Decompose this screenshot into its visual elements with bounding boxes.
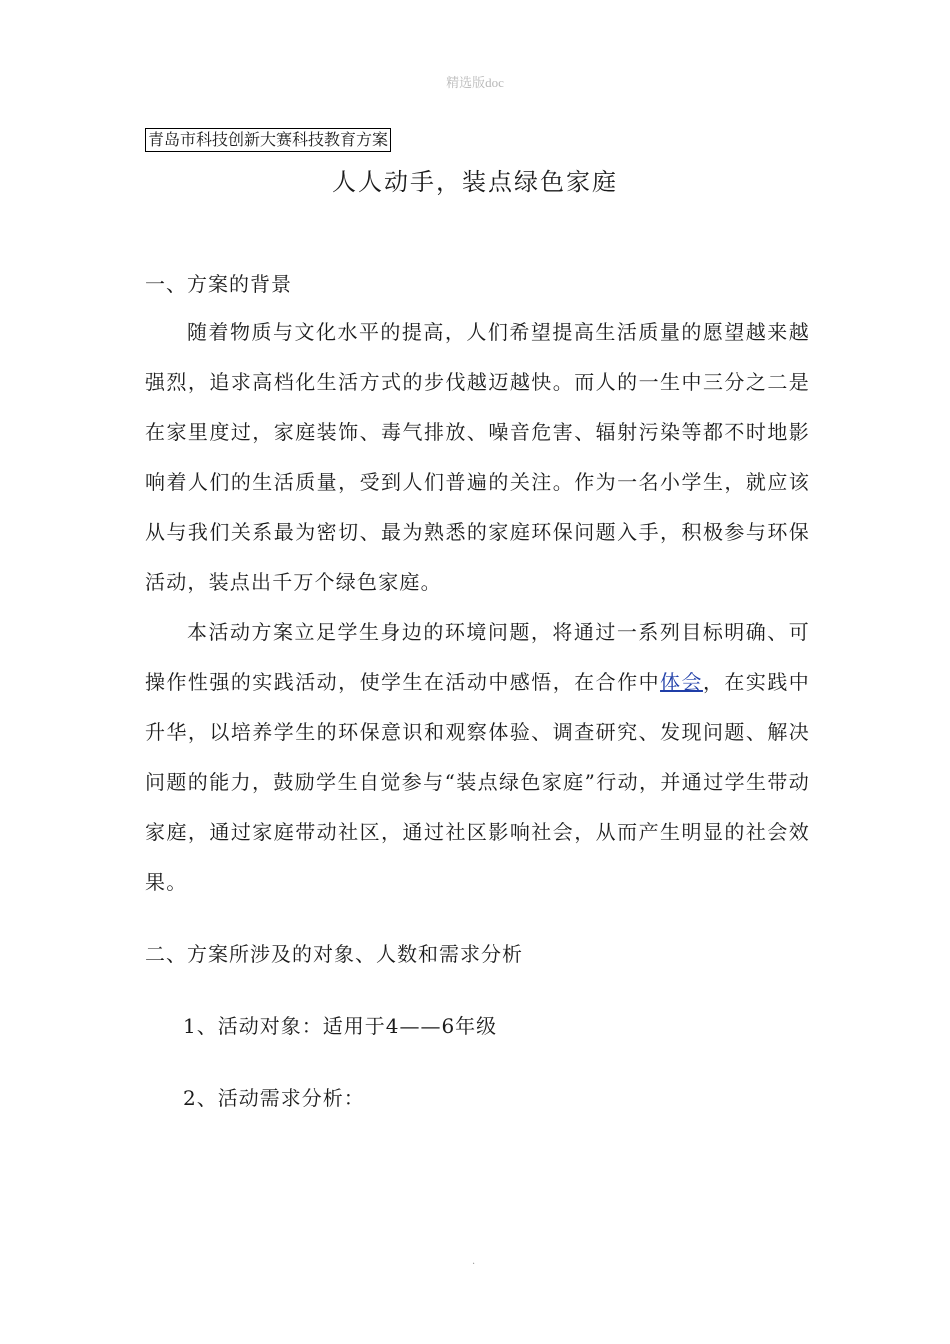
section-2-item-2: 2、活动需求分析： [183,1086,365,1110]
paragraph-2-text-start: 本活动方案立足学生身边的环境问题，将通过一系列目标明确、可操作性强的实践活动，使学生在活动中感悟，在合作中 [145,620,810,694]
section-2-item-1: 1、活动对象：适用于4——6年级 [183,1014,498,1038]
tihui-link[interactable]: 体会 [660,670,703,694]
section-1-paragraph-1: 随着物质与文化水平的提高，人们希望提高生活质量的愿望越来越强烈，追求高档化生活方式的步伐越迈越快。而人的一生中三分之二是在家里度过，家庭装饰、毒气排放、噪音危害、辐射污染等都不时地影响着人们的生活质量，受到人们普遍的关注。作为一名小学生，就应该从与我们关系最为密切、最为熟悉的家庭环保问题入手，积极参与环保活动，装点出千万个绿色家庭。 [145,320,810,594]
footer-mark: . [472,1256,476,1267]
section-1-paragraph-2 [145,607,810,907]
section-1-heading: 一、方案的背景 [145,272,292,296]
document-label-box: 青岛市科技创新大赛科技教育方案 [145,128,391,152]
header-note: 精选版doc [446,75,504,90]
paragraph-2-text-end: ，在实践中升华，以培养学生的环保意识和观察体验、调查研究、发现问题、解决问题的能力，鼓励学生自觉参与“装点绿色家庭”行动，并通过学生带动家庭，通过家庭带动社区，通过社区影响社会，从而产生明显的社会效果。 [145,670,810,894]
section-2-heading: 二、方案所涉及的对象、人数和需求分析 [145,942,523,966]
page-title: 人人动手，装点绿色家庭 [332,168,618,196]
